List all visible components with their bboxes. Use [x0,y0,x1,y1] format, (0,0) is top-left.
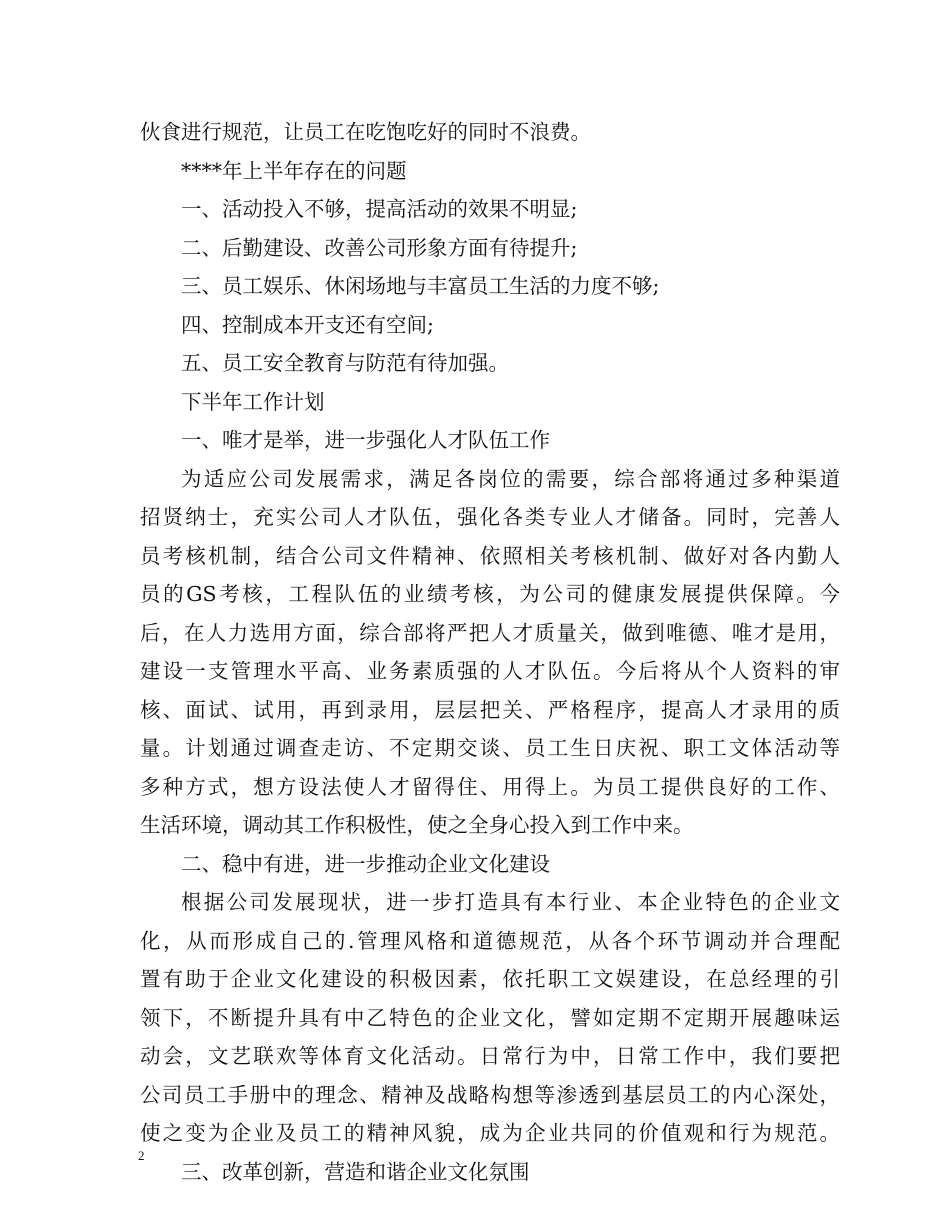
text-line: 一、唯才是举，进一步强化人才队伍工作 [181,428,550,452]
text-line: 二、后勤建设、改善公司形象方面有待提升; [181,235,578,260]
text-line: 员考核机制，结合公司文件精神、依照相关考核机制、做好对各内勤人 [140,543,840,568]
text-line: 伙食进行规范，让员工在吃饱吃好的同时不浪费。 [140,120,591,144]
text-line: 领下，不断提升具有中乙特色的企业文化，譬如定期不定期开展趣味运 [140,1005,840,1030]
text-line: 动会，文艺联欢等体育文化活动。日常行为中，日常工作中，我们要把 [140,1044,840,1068]
text-line: 下半年工作计划 [181,389,325,414]
text-line: 五、员工安全教育与防范有待加强。 [181,351,509,375]
text-line: 根据公司发展现状，进一步打造具有本行业、本企业特色的企业文 [181,890,840,914]
text-line: 一、活动投入不够，提高活动的效果不明显; [181,197,578,221]
text-line: 招贤纳士，充实公司人才队伍，强化各类专业人才储备。同时，完善人 [140,505,840,529]
page-number: 2 [138,1148,145,1163]
text-line: 为适应公司发展需求，满足各岗位的需要，综合部将通过多种渠道 [181,466,840,491]
text-line: 化，从而形成自己的.管理风格和道德规范，从各个环节调动并合理配 [140,928,840,953]
text-line: 生活环境，调动其工作积极性，使之全身心投入到工作中来。 [140,813,694,837]
text-line: 置有助于企业文化建设的积极因素，依托职工文娱建设，在总经理的引 [140,967,840,991]
text-line: 后，在人力选用方面，综合部将严把人才质量关，做到唯德、唯才是用， [140,620,840,645]
text-line: 三、员工娱乐、休闲场地与丰富员工生活的力度不够; [181,274,660,298]
text-line: 四、控制成本开支还有空间; [181,312,434,337]
text-line: ****年上半年存在的问题 [181,158,407,183]
text-line: 使之变为企业及员工的精神风貌，成为企业共同的价值观和行为规范。 [140,1121,840,1145]
text-line: 量。计划通过调查走访、不定期交谈、员工生日庆祝、职工文体活动等 [140,736,840,760]
text-line: 二、稳中有进，进一步推动企业文化建设 [181,851,550,876]
text-line: 核、面试、试用，再到录用，层层把关、严格程序，提高人才录用的质 [140,697,840,722]
text-line: 员的GS考核，工程队伍的业绩考核，为公司的健康发展提供保障。今 [140,582,840,606]
text-line: 三、改革创新，营造和谐企业文化氛围 [181,1159,530,1184]
text-line: 公司员工手册中的理念、精神及战略构想等渗透到基层员工的内心深处， [140,1082,840,1107]
text-line: 建设一支管理水平高、业务素质强的人才队伍。今后将从个人资料的审 [140,659,840,683]
text-line: 多种方式，想方设法使人才留得住、用得上。为员工提供良好的工作、 [140,774,840,799]
body-text [140,113,840,1191]
